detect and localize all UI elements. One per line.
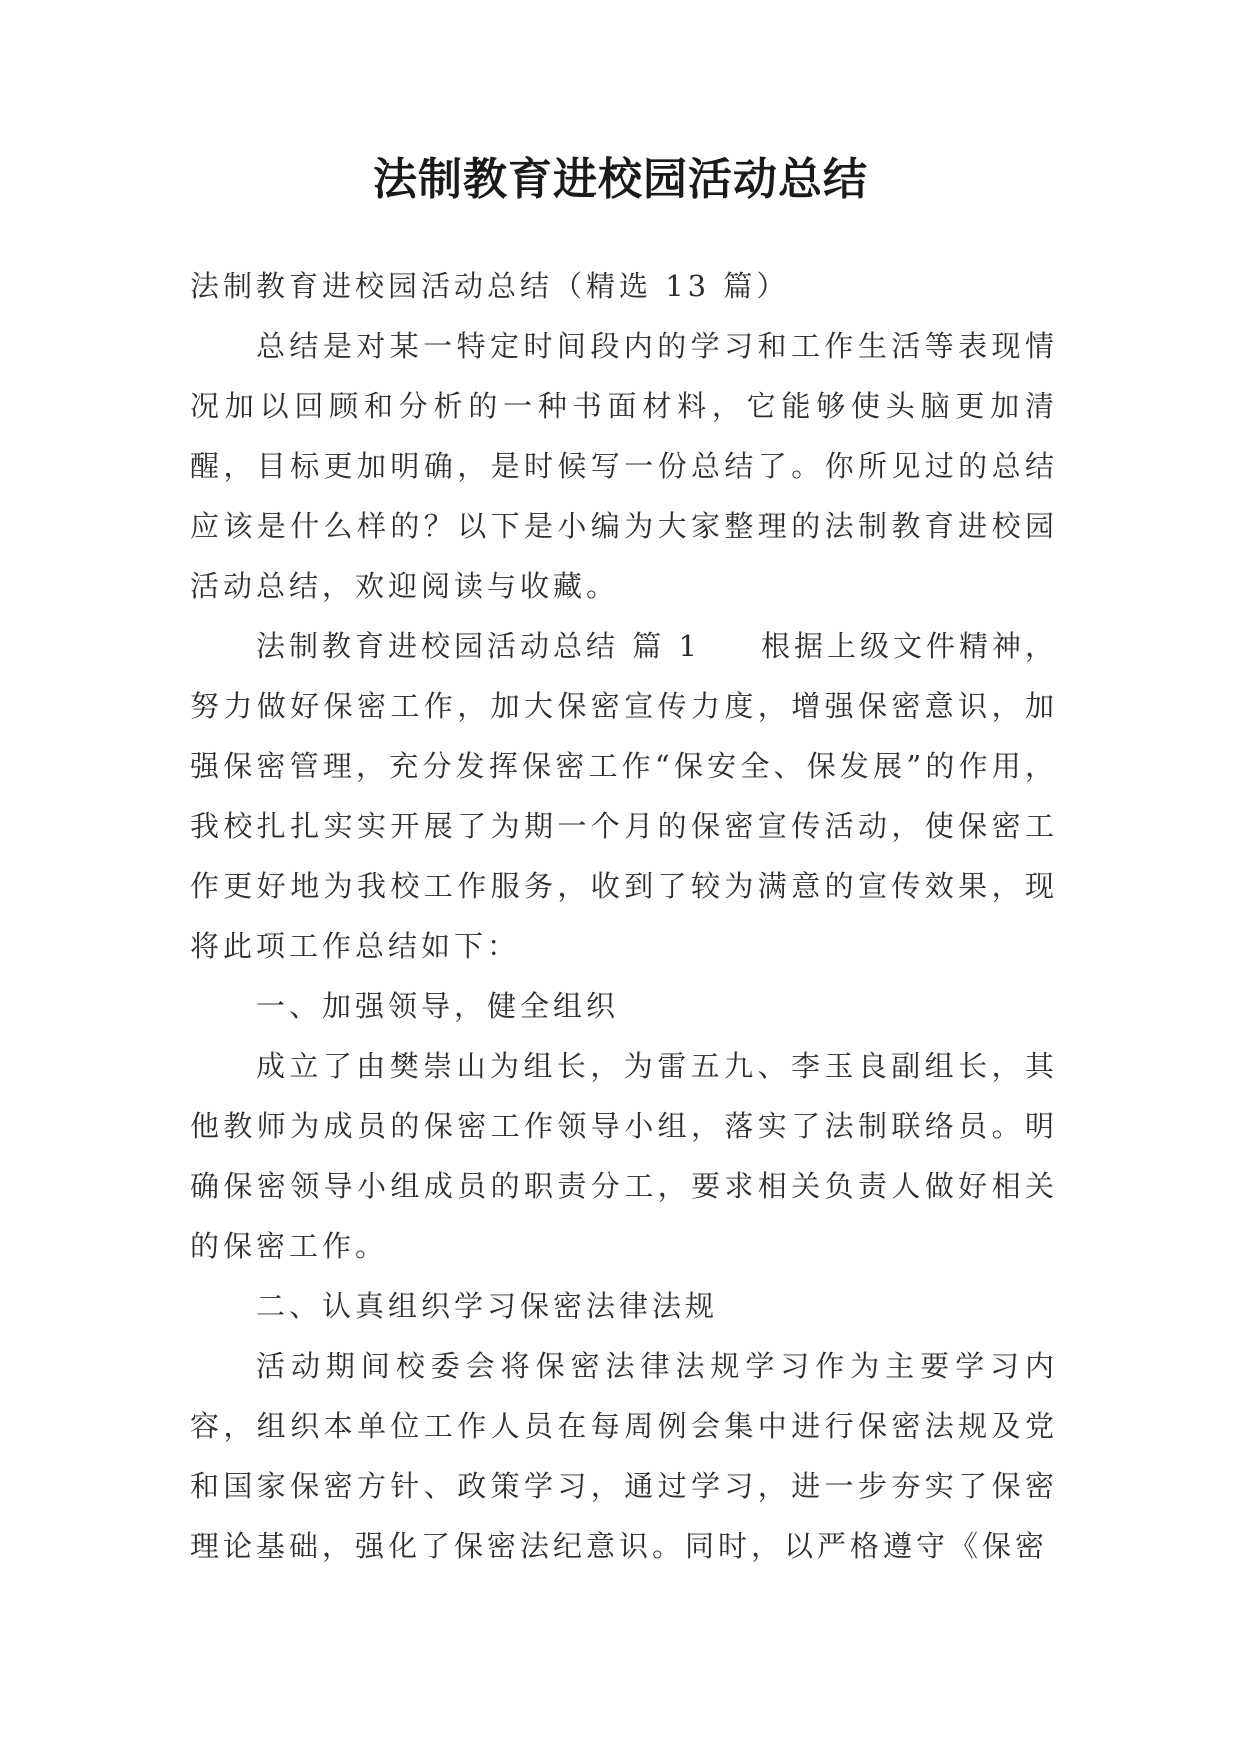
section-1-paragraph xyxy=(190,616,1058,976)
paragraph-2: 活动期间校委会将保密法律法规学习作为主要学习内容，组织本单位工作人员在每周例会集中进行保密法规及党和国家保密方针、政策学习，通过学习，进一步夯实了保密理论基础，强化了保密法纪意识。同时，以严格遵守《保密 xyxy=(190,1349,1058,1563)
paragraph-1: 成立了由樊崇山为组长，为雷五九、李玉良副组长，其他教师为成员的保密工作领导小组，落实了法制联络员。明确保密领导小组成员的职责分工，要求相关负责人做好相关的保密工作。 xyxy=(190,1049,1058,1263)
heading-2: 二、认真组织学习保密法律法规 xyxy=(256,1289,719,1323)
document-title: 法制教育进校园活动总结 xyxy=(373,154,868,205)
document-subtitle: 法制教育进校园活动总结（精选 13 篇） xyxy=(190,269,790,303)
section-1-text: 根据上级文件精神，努力做好保密工作，加大保密宣传力度，增强保密意识，加强保密管理，充分发挥保密工作“保安全、保发展”的作用，我校扎扎实实开展了为期一个月的保密宣传活动，使保密工作更好地为我校工作服务，收到了较为满意的宣传效果，现将此项工作总结如下： xyxy=(190,629,1058,963)
document-body xyxy=(190,256,1058,1576)
heading-1: 一、加强领导，健全组织 xyxy=(256,989,620,1023)
intro-paragraph: 总结是对某一特定时间段内的学习和工作生活等表现情况加以回顾和分析的一种书面材料，它能够使头脑更加清醒，目标更加明确，是时候写一份总结了。你所见过的总结应该是什么样的？以下是小编为大家整理的法制教育进校园活动总结，欢迎阅读与收藏。 xyxy=(190,329,1058,603)
section-1-heading: 法制教育进校园活动总结 篇 1 xyxy=(256,629,701,663)
